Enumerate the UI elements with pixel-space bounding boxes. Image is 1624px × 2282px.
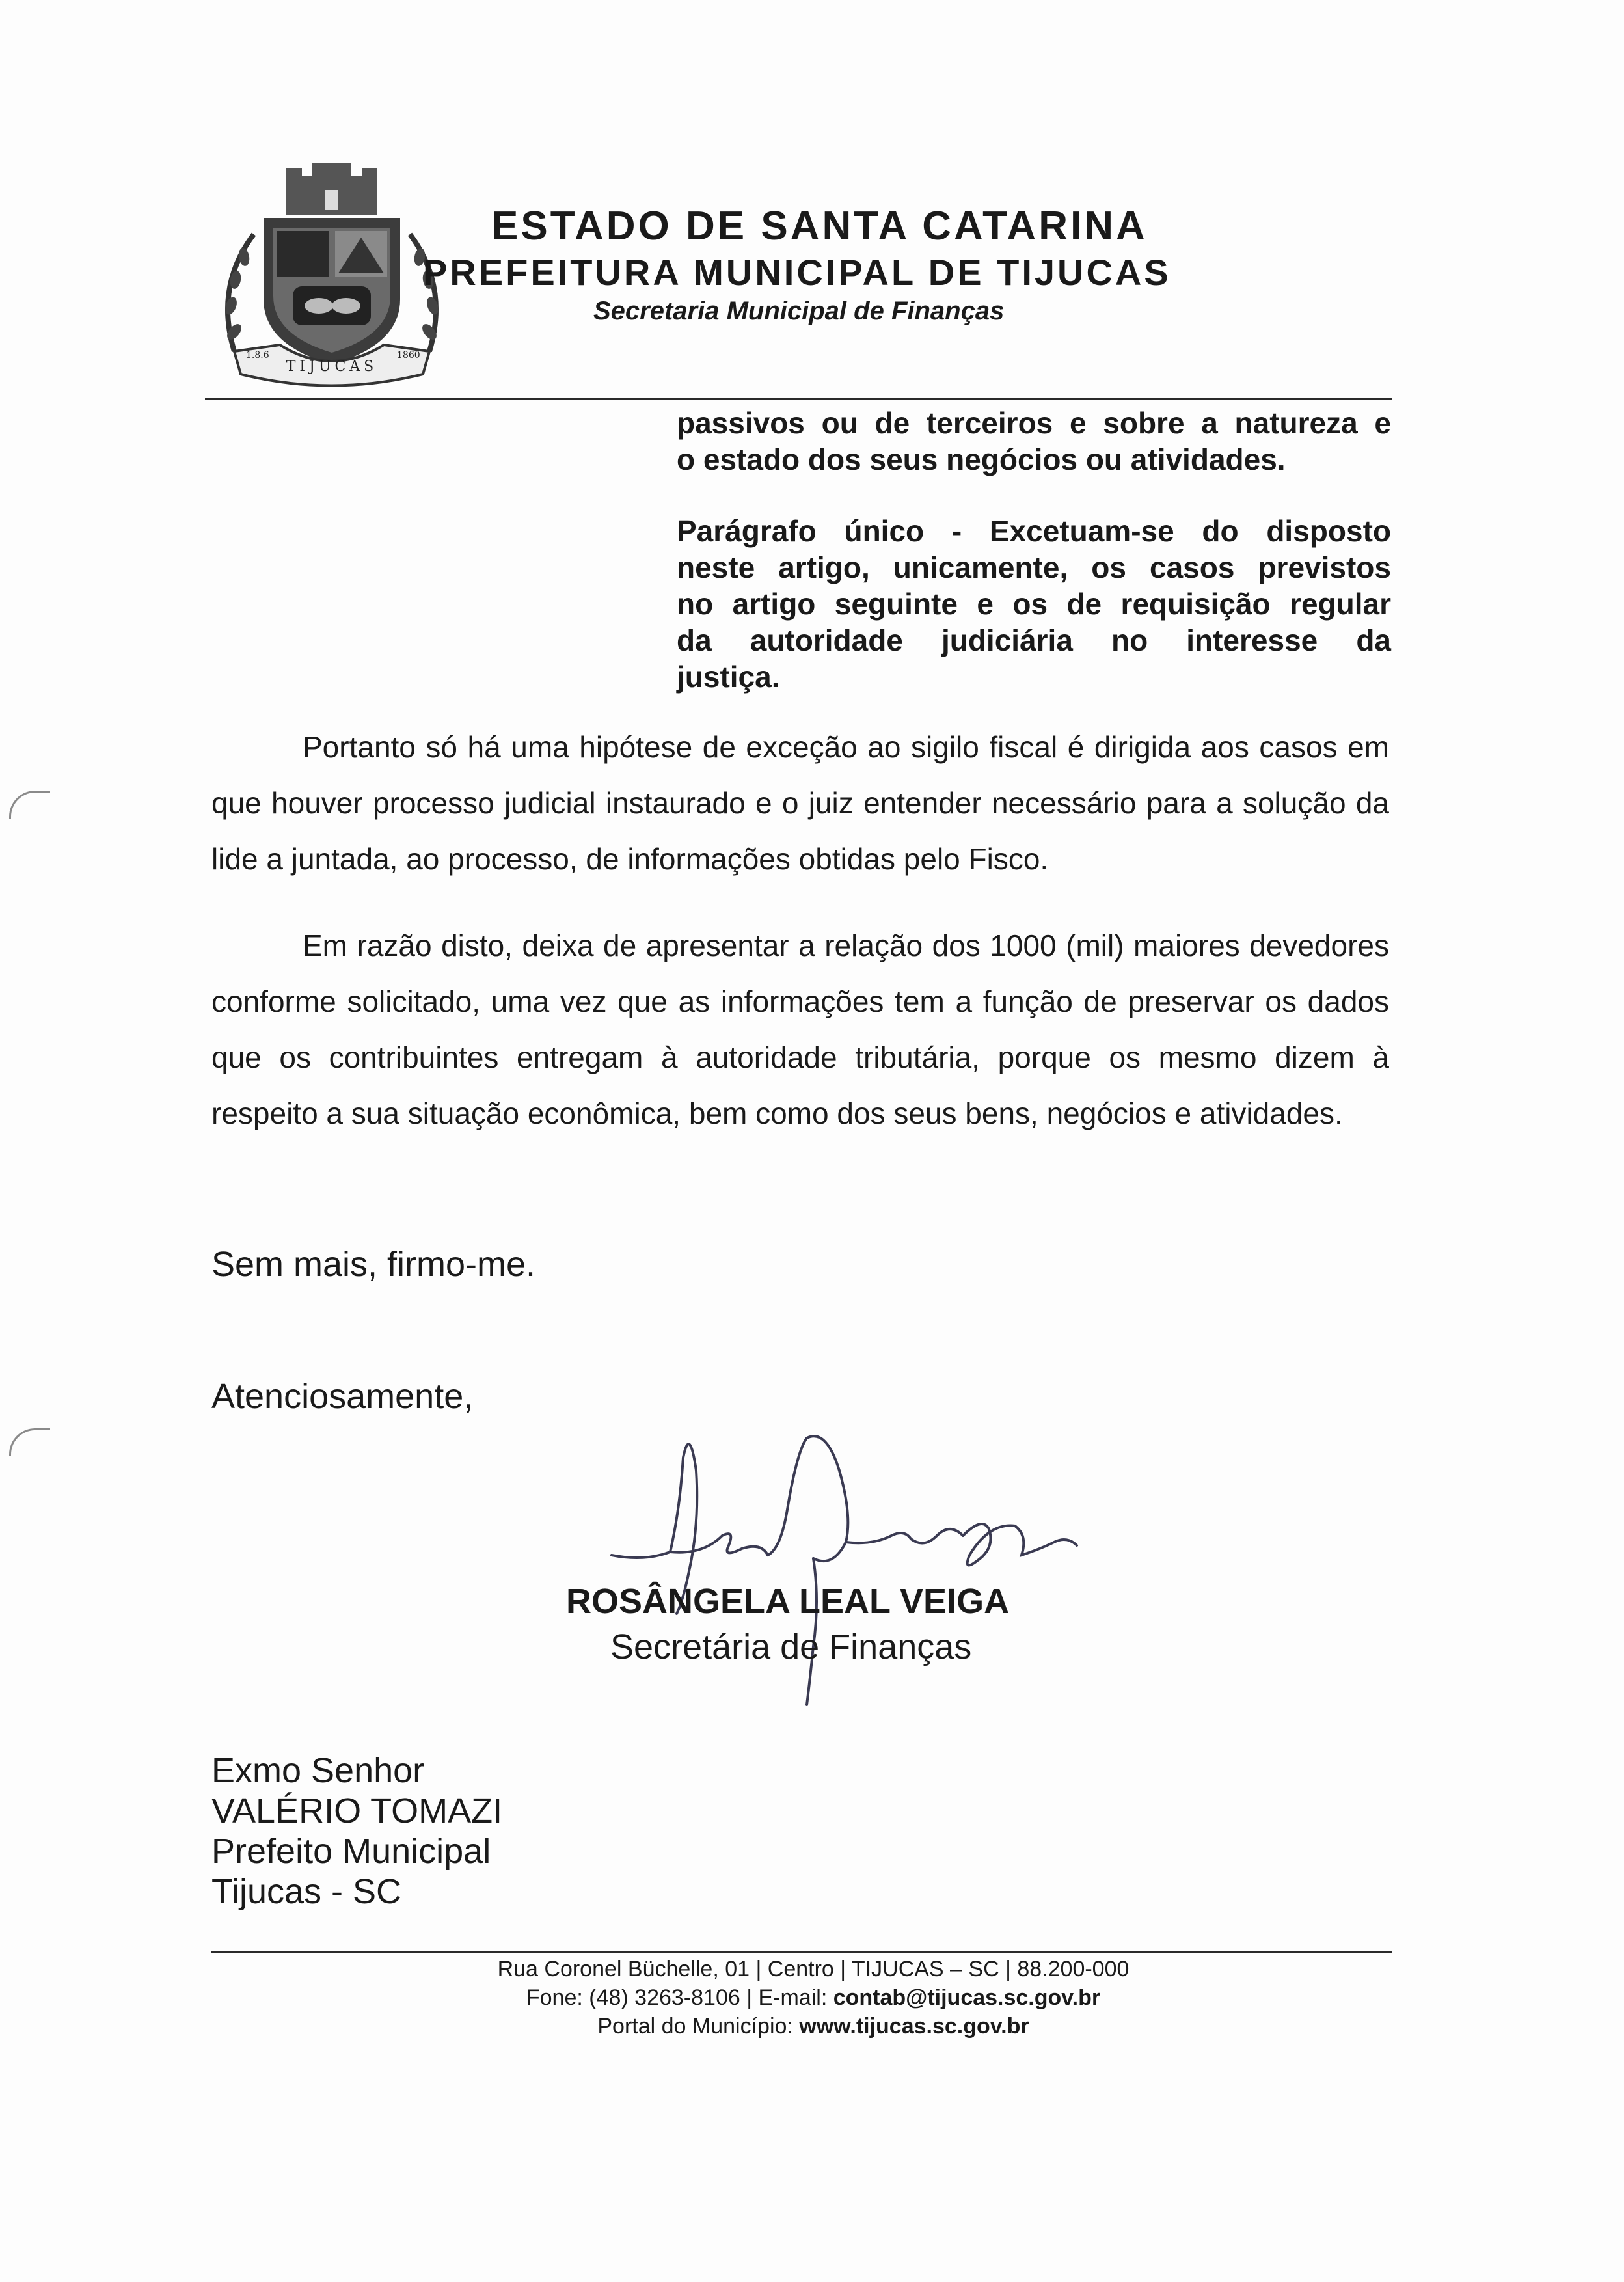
- footer-address: Rua Coronel Büchelle, 01 | Centro | TIJUCAS – SC | 88.200-000: [497, 1957, 1130, 1981]
- addressee-line: VALÉRIO TOMAZI: [211, 1791, 503, 1830]
- scan-hole-mark: [9, 791, 50, 819]
- city-hall-title: PREFEITURA MUNICIPAL DE TIJUCAS: [423, 252, 1171, 293]
- signer-role: Secretária de Finanças: [610, 1627, 972, 1666]
- crest-year-right: 1860: [397, 350, 420, 360]
- salutation: Atenciosamente,: [211, 1377, 474, 1416]
- footer-divider: [211, 1951, 1392, 1953]
- footer-portal: [390, 2012, 1236, 2041]
- quote-paragraph-line: no artigo seguinte e os de requisição regular: [677, 587, 1391, 621]
- quote-paragraph-line: justiça.: [677, 660, 780, 694]
- municipal-crest-logo: [215, 156, 449, 390]
- addressee-line: Prefeito Municipal: [211, 1832, 491, 1871]
- quote-paragraph-line: da autoridade judiciária no interesse da: [677, 623, 1391, 657]
- footer-phone: Fone: (48) 3263-8106 | E-mail:: [526, 1985, 833, 2010]
- crest-ribbon-text: TIJUCAS: [286, 359, 378, 375]
- handwritten-signature: [573, 1432, 1132, 1711]
- closing-line: Sem mais, firmo-me.: [211, 1245, 536, 1284]
- body-paragraph-2: Em razão disto, deixa de apresentar a relação dos 1000 (mil) maiores devedores conforme solicitado, uma vez que as informações tem a função de preservar os dados que os contribuintes entregam à autoridade tributária, porque os mesmo dizem à respeito a sua situação econômica, bem como dos seus bens, negócios e atividades.: [211, 929, 1389, 1130]
- signer-name: ROSÂNGELA LEAL VEIGA: [566, 1582, 1010, 1621]
- footer-contact: [390, 1983, 1236, 2012]
- quote-paragraph-line: neste artigo, unicamente, os casos previstos: [677, 550, 1391, 584]
- footer: [390, 1955, 1236, 2041]
- crest-year-left: 1.8.6: [246, 350, 269, 360]
- department-title: Secretaria Municipal de Finanças: [593, 297, 1005, 325]
- addressee-line: Tijucas - SC: [211, 1872, 402, 1911]
- legal-quote: [677, 405, 1391, 695]
- scan-hole-mark: [9, 1428, 50, 1456]
- addressee-line: Exmo Senhor: [211, 1751, 425, 1790]
- quote-paragraph-line: Parágrafo único - Excetuam-se do disposto: [677, 514, 1391, 548]
- header-divider: [205, 398, 1392, 400]
- state-title: ESTADO DE SANTA CATARINA: [491, 204, 1148, 249]
- body-paragraph-1: Portanto só há uma hipótese de exceção ao sigilo fiscal é dirigida aos casos em que houver processo judicial instaurado e o juiz entender necessário para a solução da lide a juntada, ao processo, de informações obtidas pelo Fisco.: [211, 730, 1389, 876]
- quote-line: passivos ou de terceiros e sobre a natureza e: [677, 406, 1391, 440]
- quote-line: o estado dos seus negócios ou atividades.: [677, 442, 1286, 476]
- footer-email: contab@tijucas.sc.gov.br: [833, 1985, 1101, 2010]
- footer-portal-label: Portal do Município:: [597, 2014, 800, 2039]
- footer-website: www.tijucas.sc.gov.br: [799, 2014, 1029, 2039]
- addressee-block: [211, 1750, 502, 1912]
